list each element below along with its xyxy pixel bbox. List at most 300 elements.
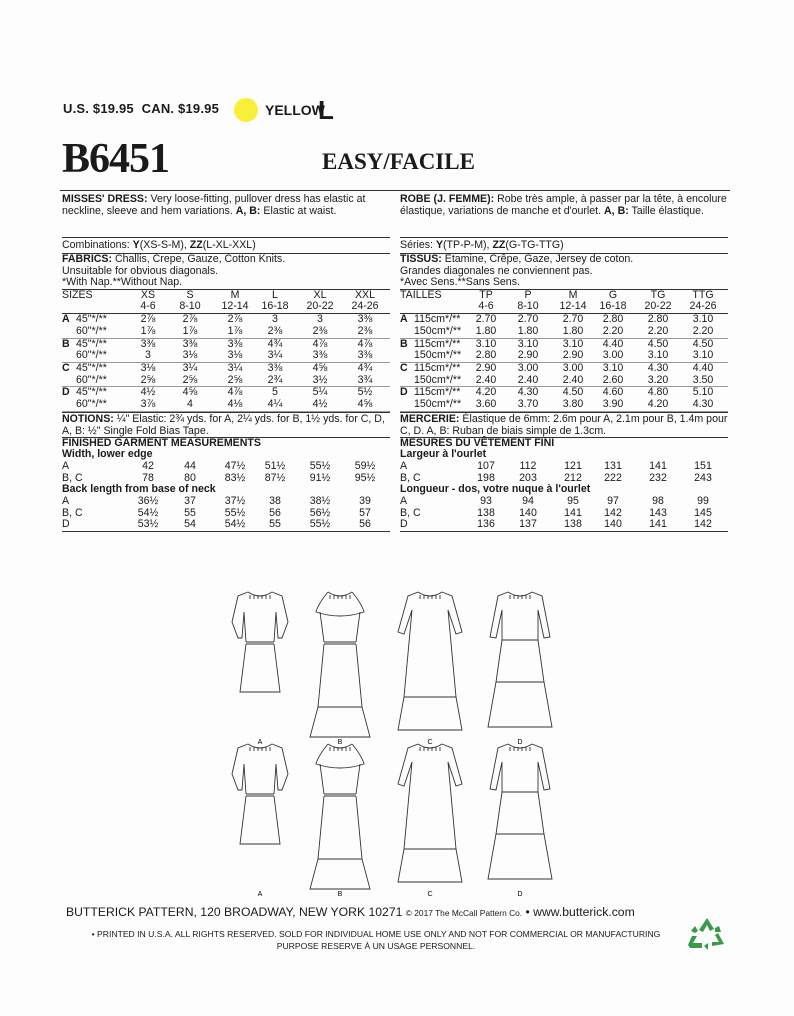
yardage-cell: 4½ — [140, 386, 156, 399]
measurement-cell: 151 — [694, 459, 712, 472]
rule — [62, 227, 390, 238]
yardage-cell: 1.80 — [517, 324, 539, 337]
measurement-view: A — [62, 459, 70, 472]
yardage-width: 150cm*/** — [414, 397, 462, 410]
notions-text: Élastique de 6mm: 2.6m pour A, 2.1m pour B, 1.4m pour C, D. A, B: Ruban de biais simple de 1.3cm. — [400, 412, 728, 437]
yardage-cell: 5.10 — [692, 386, 714, 399]
rule — [400, 227, 728, 238]
size-sub-cell: 16-18 — [261, 300, 289, 313]
measurement-cell: 222 — [604, 471, 622, 484]
measurement-view: A — [400, 494, 408, 507]
en-width-title: Width, lower edge — [62, 448, 153, 461]
fr-nap-note: *Avec Sens.**Sans Sens. — [400, 277, 728, 290]
yardage-cell: 3.50 — [692, 373, 714, 386]
en-back-title: Back length from base of neck — [62, 483, 216, 496]
measurement-row — [400, 519, 728, 531]
yardage-cell: 4¼ — [267, 397, 283, 410]
yardage-cell: 3.10 — [692, 313, 714, 326]
dress-view-d — [480, 734, 560, 899]
yardage-row — [62, 363, 390, 375]
fr-unsuitable: Grandes diagonales ne conviennent pas. — [400, 264, 593, 277]
measurement-cell: 203 — [519, 471, 537, 484]
comb-y-sizes: (TP-P-M), — [443, 239, 490, 251]
yardage-cell: 3 — [317, 313, 323, 326]
fr-width-table — [400, 461, 728, 484]
measurement-cell: 38½ — [309, 494, 331, 507]
footer-legal — [66, 928, 686, 952]
measurement-view: D — [400, 518, 408, 531]
yardage-cell: 2.90 — [517, 349, 539, 362]
yardage-cell: 4.60 — [602, 386, 624, 399]
yardage-cell: 4⅛ — [227, 397, 243, 410]
fr-yardage-table — [400, 314, 728, 413]
yardage-cell: 3.10 — [475, 337, 497, 350]
yardage-row — [400, 363, 728, 375]
yardage-cell: 2⅞ — [140, 313, 156, 326]
measurement-cell: 53½ — [137, 518, 159, 531]
yardage-width: 115cm*/** — [414, 361, 461, 374]
yardage-width: 60"*/** — [76, 373, 107, 386]
measurement-cell: 112 — [519, 459, 537, 472]
yardage-width: 115cm*/** — [414, 386, 461, 399]
comb-y: Y — [132, 239, 140, 251]
size-header-label: TAILLES — [400, 288, 442, 301]
yardage-cell: 4½ — [312, 397, 328, 410]
dress-view-a — [220, 734, 300, 899]
measurement-cell: 37½ — [224, 494, 246, 507]
size-header-cell: XL — [313, 288, 327, 301]
yardage-cell: 4⅞ — [357, 337, 373, 350]
yardage-width: 45"*/** — [76, 337, 107, 350]
yardage-width: 150cm*/** — [414, 324, 462, 337]
yardage-cell: 3¼ — [227, 361, 243, 374]
yardage-cell: 4.20 — [475, 386, 497, 399]
yardage-cell: 2.80 — [602, 313, 624, 326]
measurement-cell: 97 — [607, 494, 619, 507]
yardage-cell: 4⅝ — [357, 397, 373, 410]
yardage-cell: 4.30 — [692, 397, 714, 410]
yardage-cell: 3⅜ — [357, 313, 373, 326]
yardage-width: 60"*/** — [76, 324, 107, 337]
measurement-view: B, C — [62, 506, 83, 519]
yardage-cell: 3⅜ — [312, 349, 328, 362]
measurement-row — [400, 496, 728, 508]
yardage-cell: 5 — [272, 386, 278, 399]
header-rule — [60, 190, 730, 191]
yardage-cell: 4.50 — [562, 386, 584, 399]
measurement-cell: 131 — [604, 459, 622, 472]
view-label: D — [517, 891, 523, 898]
size-code: L — [318, 95, 334, 125]
comb-y-sizes: (XS-S-M), — [139, 239, 187, 251]
yardage-cell: 2⅜ — [267, 324, 283, 337]
en-desc-text: Very loose-fitting, pullover dress has elastic at neckline, sleeve and hem variations. — [62, 193, 366, 217]
yardage-cell: 3.00 — [602, 349, 624, 362]
yardage-row — [62, 387, 390, 399]
size-sub-cell: 12-14 — [221, 300, 249, 313]
en-fabrics — [62, 254, 390, 266]
measurement-cell: 140 — [604, 518, 622, 531]
yardage-width: 115cm*/** — [414, 313, 461, 326]
yardage-cell: 3⅜ — [140, 337, 156, 350]
yardage-cell: 4.40 — [692, 361, 714, 374]
measurement-cell: 54½ — [224, 518, 246, 531]
dress-view-c — [390, 734, 470, 899]
measurement-cell: 36½ — [137, 494, 159, 507]
yardage-view: B — [400, 337, 408, 350]
yardage-cell: 1⅞ — [182, 324, 198, 337]
comb-zz: ZZ — [189, 239, 203, 251]
size-sub-cell: 8-10 — [179, 300, 201, 313]
comb-zz: ZZ — [492, 239, 506, 251]
measurement-cell: 142 — [694, 518, 712, 531]
en-description — [62, 193, 390, 227]
yardage-cell: 2.70 — [562, 313, 584, 326]
measurement-cell: 143 — [649, 506, 667, 519]
yardage-view: D — [62, 386, 70, 399]
yardage-width: 115cm*/** — [414, 337, 461, 350]
yardage-cell: 3.00 — [517, 361, 539, 374]
color-label: YELLOW — [265, 102, 325, 118]
measurement-cell: 55 — [184, 506, 196, 519]
measurement-cell: 138 — [477, 506, 495, 519]
fabrics-text: Challis, Crepe, Gauze, Cotton Knits. — [114, 253, 286, 265]
measurement-cell: 51½ — [264, 459, 286, 472]
en-yardage-table — [62, 314, 390, 413]
measurement-cell: 87½ — [264, 471, 286, 484]
yardage-cell: 4.30 — [647, 361, 669, 374]
measurement-cell: 107 — [477, 459, 495, 472]
size-header-cell: G — [608, 288, 618, 301]
measurement-cell: 140 — [519, 506, 537, 519]
yardage-width: 60"*/** — [76, 397, 107, 410]
yardage-row — [62, 314, 390, 326]
yardage-cell: 3⅛ — [182, 349, 198, 362]
yardage-cell: 2.40 — [475, 373, 497, 386]
fr-desc-title: ROBE (J. FEMME): — [400, 193, 495, 205]
yardage-view: A — [400, 313, 408, 326]
size-header-cell: TG — [650, 288, 666, 301]
yardage-width: 45"*/** — [76, 361, 107, 374]
yardage-cell: 2.80 — [475, 349, 497, 362]
en-desc-ab-text: Elastic at waist. — [263, 205, 337, 217]
measurement-cell: 136 — [477, 518, 495, 531]
measurement-cell: 95 — [567, 494, 579, 507]
measurement-cell: 57 — [359, 506, 371, 519]
size-sub-cell: 24-26 — [689, 300, 717, 313]
legal-line-2: PURPOSE RESERVE À UN USAGE PERSONNEL. — [276, 941, 476, 951]
yardage-cell: 2⅜ — [357, 324, 373, 337]
measurement-cell: 39 — [359, 494, 371, 507]
yardage-cell: 2.70 — [517, 313, 539, 326]
size-sub-cell: 16-18 — [599, 300, 627, 313]
size-header-cell: TP — [479, 288, 493, 301]
fr-desc-ab-text: Taille élastique. — [631, 205, 704, 217]
color-dot — [234, 98, 258, 122]
notions-label: NOTIONS: — [62, 412, 114, 425]
dress-view-b — [300, 582, 380, 747]
measurement-cell: 121 — [564, 459, 582, 472]
us-price: U.S. $19.95 — [63, 101, 134, 116]
yardage-cell: 2.40 — [562, 373, 584, 386]
yardage-row — [62, 399, 390, 412]
measurement-cell: 138 — [564, 518, 582, 531]
measurement-cell: 98 — [652, 494, 664, 507]
yardage-cell: 3 — [145, 349, 151, 362]
size-header-cell: L — [272, 288, 278, 301]
fr-size-header — [400, 290, 728, 314]
en-desc-title: MISSES' DRESS: — [62, 193, 148, 205]
yardage-row — [62, 350, 390, 363]
measurement-cell: 141 — [649, 459, 667, 472]
yardage-cell: 4.80 — [647, 386, 669, 399]
comb-zz-sizes: (G-TG-TTG) — [505, 239, 564, 251]
dress-view-c — [390, 582, 470, 747]
measurement-cell: 55½ — [309, 518, 331, 531]
yardage-cell: 4.40 — [602, 337, 624, 350]
measurement-cell: 38 — [269, 494, 281, 507]
fr-fabrics — [400, 254, 728, 266]
price-line — [63, 101, 223, 116]
yardage-cell: 4⅝ — [182, 386, 198, 399]
en-back-table — [62, 496, 390, 532]
yardage-cell: 2.80 — [647, 313, 669, 326]
yardage-cell: 4¾ — [357, 361, 373, 374]
yardage-row — [400, 350, 728, 363]
measurement-row — [62, 519, 390, 531]
comb-label: Séries: — [400, 239, 433, 251]
yardage-cell: 2.20 — [647, 324, 669, 337]
difficulty-label: EASY/FACILE — [322, 149, 475, 174]
measurement-cell: 42 — [142, 459, 154, 472]
yardage-cell: 3½ — [312, 373, 328, 386]
measurement-cell: 37 — [184, 494, 196, 507]
measurement-cell: 59½ — [354, 459, 376, 472]
measurement-view: A — [400, 459, 408, 472]
en-finished-title: FINISHED GARMENT MEASUREMENTS — [62, 436, 261, 449]
yardage-cell: 2.40 — [517, 373, 539, 386]
yardage-cell: 3.20 — [647, 373, 669, 386]
fr-back-table — [400, 496, 728, 532]
size-header-cell: XXL — [354, 288, 376, 301]
yardage-cell: 2⅝ — [182, 373, 198, 386]
yardage-cell: 1.80 — [562, 324, 584, 337]
yardage-cell: 3⅜ — [182, 337, 198, 350]
yardage-cell: 2⅝ — [140, 373, 156, 386]
comb-zz-sizes: (L-XL-XXL) — [202, 239, 256, 251]
measurement-cell: 56½ — [309, 506, 331, 519]
yardage-cell: 2.90 — [562, 349, 584, 362]
measurement-view: D — [62, 518, 70, 531]
yardage-cell: 3 — [272, 313, 278, 326]
footer-address-line — [66, 905, 635, 919]
fabrics-label: TISSUS: — [400, 253, 442, 265]
yardage-row — [62, 339, 390, 351]
yardage-cell: 4⅝ — [312, 361, 328, 374]
yardage-width: 45"*/** — [76, 313, 107, 326]
en-desc-ab: A, B: — [235, 205, 261, 217]
size-sub-cell: 12-14 — [559, 300, 587, 313]
yardage-cell: 3.70 — [517, 397, 539, 410]
pattern-number: B6451 — [62, 136, 170, 182]
yardage-row — [62, 375, 390, 388]
fabrics-label: FABRICS: — [62, 253, 113, 265]
footer-copyright: © 2017 The McCall Pattern Co. — [405, 908, 523, 918]
measurement-row — [62, 496, 390, 508]
footer-address: BUTTERICK PATTERN, 120 BROADWAY, NEW YORK 10271 — [66, 905, 403, 919]
yardage-cell: 3.00 — [562, 361, 584, 374]
measurement-row — [400, 473, 728, 485]
view-label: A — [257, 739, 263, 746]
comb-y: Y — [435, 239, 444, 251]
yardage-cell: 3.10 — [517, 337, 539, 350]
yardage-cell: 4.50 — [692, 337, 714, 350]
measurement-cell: 243 — [694, 471, 712, 484]
size-sub-cell: 24-26 — [351, 300, 379, 313]
measurement-cell: 91½ — [309, 471, 331, 484]
yardage-cell: 3⅜ — [267, 361, 283, 374]
size-sub-cell: 4-6 — [140, 300, 156, 313]
measurement-cell: 56 — [359, 518, 371, 531]
yardage-cell: 2⅞ — [227, 313, 243, 326]
yardage-width: 60"*/** — [76, 349, 107, 362]
en-unsuitable: Unsuitable for obvious diagonals. — [62, 264, 219, 277]
yardage-view: C — [62, 361, 70, 374]
yardage-cell: 3⅛ — [227, 349, 243, 362]
view-label: B — [337, 739, 343, 746]
yardage-cell: 3¼ — [182, 361, 198, 374]
yardage-cell: 4⅞ — [227, 386, 243, 399]
yardage-view: A — [62, 313, 70, 326]
fr-notions — [400, 413, 728, 438]
measurement-cell: 142 — [604, 506, 622, 519]
notions-label: MERCERIE: — [400, 412, 460, 425]
measurement-cell: 55 — [269, 518, 281, 531]
measurement-cell: 94 — [522, 494, 534, 507]
yardage-cell: 3.10 — [692, 349, 714, 362]
measurement-cell: 93 — [480, 494, 492, 507]
measurement-cell: 137 — [519, 518, 537, 531]
yardage-cell: 2⅞ — [182, 313, 198, 326]
measurement-cell: 99 — [697, 494, 709, 507]
measurement-cell: 55½ — [309, 459, 331, 472]
fabrics-text: Etamine, Crêpe, Gaze, Jersey de coton. — [444, 253, 634, 265]
measurement-cell: 141 — [564, 506, 582, 519]
fr-desc-ab: A, B: — [604, 205, 629, 217]
measurement-view: A — [62, 494, 70, 507]
size-header-cell: M — [230, 288, 240, 301]
comb-label: Combinations: — [62, 239, 130, 251]
fr-desc-text: Robe très ample, à passer par la tête, à encolure élastique, variations de manche et d'ourlet. — [400, 193, 727, 217]
yardage-cell: 2.20 — [602, 324, 624, 337]
measurement-cell: 47½ — [224, 459, 246, 472]
measurement-cell: 80 — [184, 471, 196, 484]
measurement-cell: 95½ — [354, 471, 376, 484]
size-header-cell: TTG — [692, 288, 714, 301]
yardage-cell: 3.90 — [602, 397, 624, 410]
size-sub-row — [62, 301, 390, 314]
yardage-cell: 3⅞ — [140, 397, 156, 410]
yardage-view: D — [400, 386, 408, 399]
en-width-table — [62, 461, 390, 484]
measurement-cell: 83½ — [224, 471, 246, 484]
size-header-cell: P — [524, 288, 532, 301]
view-label: B — [337, 891, 343, 898]
yardage-view: B — [62, 337, 70, 350]
recycle-icon — [688, 916, 726, 952]
measurement-cell: 56 — [269, 506, 281, 519]
notions-text: ¼" Elastic: 2¾ yds. for A, 2¼ yds. for B, 1½ yds. for C, D, A, B: ½" Single Fold Bias Tape. — [62, 412, 385, 437]
fr-combinations — [400, 240, 728, 254]
measurement-view: B, C — [62, 471, 83, 484]
yardage-row — [62, 326, 390, 339]
size-sub-cell: 4-6 — [478, 300, 494, 313]
yardage-width: 45"*/** — [76, 386, 107, 399]
yardage-cell: 2.70 — [475, 313, 497, 326]
size-sub-cell: 8-10 — [517, 300, 539, 313]
dress-view-d — [480, 582, 560, 747]
yardage-cell: 3⅜ — [357, 349, 373, 362]
yardage-cell: 5¼ — [312, 386, 328, 399]
measurement-row — [62, 461, 390, 473]
yardage-cell: 3¾ — [357, 373, 373, 386]
view-label: D — [517, 739, 523, 746]
dress-view-a — [220, 582, 300, 747]
french-column — [400, 193, 728, 532]
measurement-cell: 54 — [184, 518, 196, 531]
yardage-cell: 3.60 — [475, 397, 497, 410]
en-combinations — [62, 240, 390, 254]
yardage-cell: 3⅛ — [140, 361, 156, 374]
measurement-view: B, C — [400, 506, 421, 519]
yardage-cell: 3.80 — [562, 397, 584, 410]
fr-description — [400, 193, 728, 227]
size-sub-cell: 20-22 — [306, 300, 334, 313]
legal-line-1: • PRINTED IN U.S.A. ALL RIGHTS RESERVED. SOLD FOR INDIVIDUAL HOME USE ONLY AND NOT FOR COMMERCIAL OR MANUFACTURING — [91, 929, 661, 939]
yardage-cell: 1⅞ — [227, 324, 243, 337]
yardage-cell: 2.60 — [602, 373, 624, 386]
yardage-cell: 2⅜ — [312, 324, 328, 337]
fr-finished-title: MESURES DU VÊTEMENT FINI — [400, 436, 555, 449]
view-label: A — [257, 891, 263, 898]
size-header-cell: S — [186, 288, 194, 301]
yardage-row — [400, 326, 728, 339]
measurement-cell: 232 — [649, 471, 667, 484]
yardage-width: 150cm*/** — [414, 373, 462, 386]
yardage-cell: 1.80 — [475, 324, 497, 337]
yardage-width: 150cm*/** — [414, 349, 462, 362]
measurement-cell: 44 — [184, 459, 196, 472]
footer-website: • www.butterick.com — [525, 905, 635, 919]
yardage-view: C — [400, 361, 408, 374]
measurement-cell: 55½ — [224, 506, 246, 519]
yardage-cell: 4.50 — [647, 337, 669, 350]
view-label: C — [427, 739, 433, 746]
yardage-cell: 4⅞ — [312, 337, 328, 350]
fr-width-title: Largeur à l'ourlet — [400, 448, 487, 461]
yardage-cell: 3.10 — [562, 337, 584, 350]
size-header-cell: XS — [140, 288, 156, 301]
yardage-cell: 4.30 — [517, 386, 539, 399]
fr-back-title: Longueur - dos, votre nuque à l'ourlet — [400, 483, 591, 496]
measurement-view: B, C — [400, 471, 421, 484]
measurement-cell: 145 — [694, 506, 712, 519]
english-column — [62, 193, 390, 532]
yardage-cell: 2⅝ — [227, 373, 243, 386]
size-sub-cell: 20-22 — [644, 300, 672, 313]
yardage-row — [400, 399, 728, 412]
en-notions — [62, 413, 390, 438]
